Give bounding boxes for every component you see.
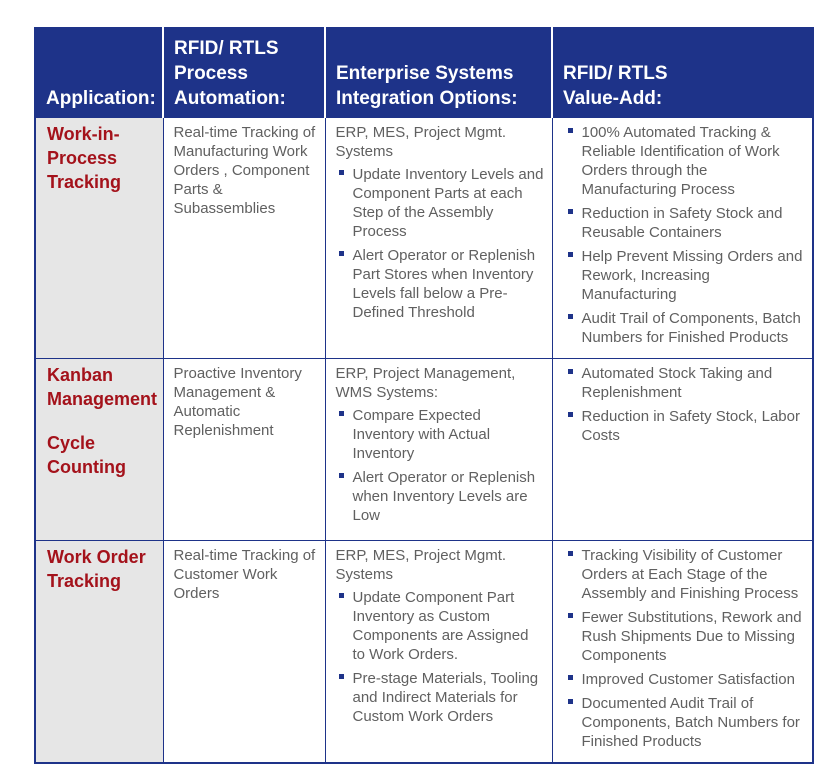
list-item	[565, 546, 805, 603]
list-item	[336, 165, 544, 241]
bullet-icon	[568, 613, 573, 618]
header-value-line: Value-Add:	[563, 88, 663, 109]
header-application	[35, 28, 163, 118]
value-list	[563, 546, 805, 751]
list-item-text: Alert Operator or Replenish Part Stores when Inventory Levels fall below a Pre-Defined Threshold	[352, 247, 536, 321]
bullet-icon	[568, 699, 573, 704]
header-process-line: RFID/ RTLS	[174, 38, 279, 59]
header-row	[35, 28, 813, 118]
value-list	[563, 123, 805, 347]
integration-intro: ERP, Project Management, WMS Systems:	[335, 365, 516, 401]
bullet-icon	[339, 251, 344, 256]
list-item-text: Improved Customer Satisfaction	[581, 671, 795, 688]
bullet-icon	[568, 128, 573, 133]
bullet-icon	[568, 551, 573, 556]
list-item-text: Reduction in Safety Stock and Reusable Containers	[581, 205, 783, 241]
application-spacer	[47, 411, 155, 431]
list-item-text: Help Prevent Missing Orders and Rework, Increasing Manufacturing	[581, 248, 803, 303]
header-process-line: Process	[174, 63, 248, 84]
bullet-icon	[568, 314, 573, 319]
application-cell	[35, 541, 163, 764]
integration-list	[336, 406, 544, 525]
header-integration-options	[325, 28, 552, 118]
list-item-text: Documented Audit Trail of Components, Batch Numbers for Finished Products	[581, 695, 800, 750]
process-cell: Real-time Tracking of Customer Work Orders	[163, 541, 325, 764]
application-label: Tracking	[47, 571, 122, 591]
list-item-text: Reduction in Safety Stock, Labor Costs	[581, 408, 800, 444]
integration-cell	[325, 118, 552, 359]
table-row-work-in-process	[35, 118, 813, 359]
integration-list	[336, 165, 544, 322]
table-row-work-order-tracking	[35, 541, 813, 764]
bullet-icon	[568, 209, 573, 214]
application-label: Work-in-	[47, 124, 120, 144]
list-item-text: Automated Stock Taking and Replenishment	[581, 365, 773, 401]
bullet-icon	[568, 252, 573, 257]
list-item	[565, 364, 805, 402]
application-label: Process	[47, 148, 118, 168]
rfid-application-table	[34, 27, 814, 764]
application-label: Management	[47, 389, 158, 409]
bullet-icon	[568, 369, 573, 374]
value-cell	[552, 118, 813, 359]
value-list	[563, 364, 805, 445]
list-item-text: Update Inventory Levels and Component Parts at each Step of the Assembly Process	[352, 166, 544, 240]
application-cell	[35, 118, 163, 359]
header-application-label: Application:	[46, 88, 156, 109]
list-item-text: Fewer Substitutions, Rework and Rush Shipments Due to Missing Components	[581, 609, 802, 664]
list-item	[565, 123, 805, 199]
header-process-automation	[163, 28, 325, 118]
integration-cell	[325, 359, 552, 541]
bullet-icon	[568, 675, 573, 680]
header-integration-line: Integration Options:	[336, 88, 518, 109]
integration-list	[336, 588, 544, 726]
bullet-icon	[339, 473, 344, 478]
bullet-icon	[339, 593, 344, 598]
list-item	[565, 694, 805, 751]
bullet-icon	[339, 411, 344, 416]
application-label: Cycle	[47, 433, 96, 453]
list-item	[336, 588, 544, 664]
list-item	[565, 670, 805, 689]
list-item	[336, 246, 544, 322]
header-process-line: Automation:	[174, 88, 286, 109]
header-integration-line: Enterprise Systems	[336, 63, 514, 84]
value-cell	[552, 359, 813, 541]
list-item-text: Update Component Part Inventory as Custom Components are Assigned to Work Orders.	[352, 589, 529, 663]
list-item	[565, 247, 805, 304]
integration-cell	[325, 541, 552, 764]
bullet-icon	[339, 170, 344, 175]
process-cell: Real-time Tracking of Manufacturing Work Orders , Component Parts & Subassemblies	[163, 118, 325, 359]
list-item-text: Tracking Visibility of Customer Orders at Each Stage of the Assembly and Finishing Process	[581, 547, 799, 602]
application-cell	[35, 359, 163, 541]
application-label: Counting	[47, 457, 126, 477]
application-label: Kanban	[47, 365, 114, 385]
header-value-add	[552, 28, 813, 118]
list-item-text: Pre-stage Materials, Tooling and Indirect Materials for Custom Work Orders	[352, 670, 539, 725]
list-item	[565, 407, 805, 445]
list-item	[565, 309, 805, 347]
list-item-text: Compare Expected Inventory with Actual Inventory	[352, 407, 491, 462]
list-item-text: Audit Trail of Components, Batch Numbers for Finished Products	[581, 310, 801, 346]
bullet-icon	[568, 412, 573, 417]
list-item-text: 100% Automated Tracking & Reliable Identification of Work Orders through the Manufacturing Process	[581, 124, 780, 198]
integration-intro: ERP, MES, Project Mgmt. Systems	[335, 547, 507, 583]
list-item	[336, 669, 544, 726]
application-label: Work Order	[47, 547, 146, 567]
list-item	[565, 204, 805, 242]
integration-intro: ERP, MES, Project Mgmt. Systems	[335, 124, 507, 160]
list-item	[336, 406, 544, 463]
table-row-kanban-cycle-counting	[35, 359, 813, 541]
header-value-line: RFID/ RTLS	[563, 63, 668, 84]
process-cell: Proactive Inventory Management & Automatic Replenishment	[163, 359, 325, 541]
list-item	[565, 608, 805, 665]
value-cell	[552, 541, 813, 764]
bullet-icon	[339, 674, 344, 679]
list-item	[336, 468, 544, 525]
list-item-text: Alert Operator or Replenish when Inventory Levels are Low	[352, 469, 536, 524]
application-label: Tracking	[47, 172, 122, 192]
